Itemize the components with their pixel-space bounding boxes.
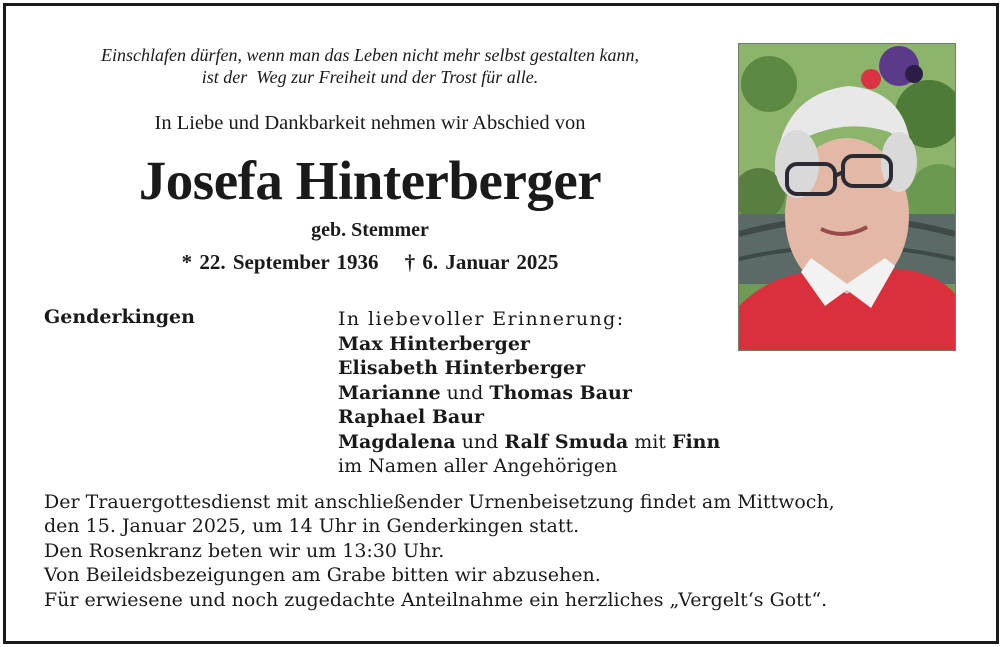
service-line: Von Beileidsbezeigungen am Grabe bitten wir abzusehen. [44, 564, 601, 587]
mourner-name: Max Hinterberger [338, 332, 530, 355]
service-details [44, 490, 944, 612]
mourner-connector: und [455, 430, 505, 453]
mourner-name: Elisabeth Hinterberger [338, 357, 586, 379]
quote-line: Einschlafen dürfen, wenn man das Leben nicht mehr selbst gestalten kann, [101, 45, 639, 65]
mourners-heading: In liebevoller Erinnerung: [338, 308, 625, 330]
birth-date: * 22. September 1936 [181, 250, 379, 274]
mourner-name: Magdalena [338, 430, 456, 453]
portrait-photo [738, 43, 956, 351]
mourner-line [338, 332, 720, 357]
service-line: Den Rosenkranz beten wir um 13:30 Uhr. [44, 539, 445, 562]
place-of-residence: Genderkingen [44, 306, 195, 328]
service-line: Für erwiesene und noch zugedachte Anteilnahme ein herzliches „Vergelt‘s Gott“. [44, 588, 828, 611]
mourner-name: Ralf Smuda [504, 430, 629, 453]
life-dates [40, 250, 700, 275]
mourner-line [338, 405, 720, 430]
mourner-connector: und [440, 381, 490, 404]
mourner-line [338, 356, 720, 381]
mourner-line [338, 381, 720, 406]
mourner-name: Finn [671, 430, 721, 453]
mourner-name: Marianne [338, 381, 441, 404]
portrait-photo-icon [739, 44, 955, 350]
mourner-name: Thomas Baur [489, 381, 632, 404]
maiden-name: geb. Stemmer [311, 219, 429, 241]
mourner-connector: mit [628, 430, 672, 453]
service-line: den 15. Januar 2025, um 14 Uhr in Genderkingen statt. [44, 515, 580, 538]
mourner-name: Raphael Baur [338, 406, 485, 428]
service-line: Der Trauergottesdienst mit anschließender Urnenbeisetzung findet am Mittwoch, [44, 491, 835, 513]
mourners-footer: im Namen aller Angehörigen [338, 455, 618, 477]
death-date: † 6. Januar 2025 [404, 250, 559, 274]
quote-line: ist der Weg zur Freiheit und der Trost für alle. [201, 67, 539, 87]
deceased-name: Josefa Hinterberger [138, 150, 602, 211]
mourner-line [338, 430, 720, 455]
mourners-list [338, 307, 720, 479]
opening-quote [40, 44, 700, 88]
intro-text: In Liebe und Dankbarkeit nehmen wir Abschied von [154, 112, 586, 134]
